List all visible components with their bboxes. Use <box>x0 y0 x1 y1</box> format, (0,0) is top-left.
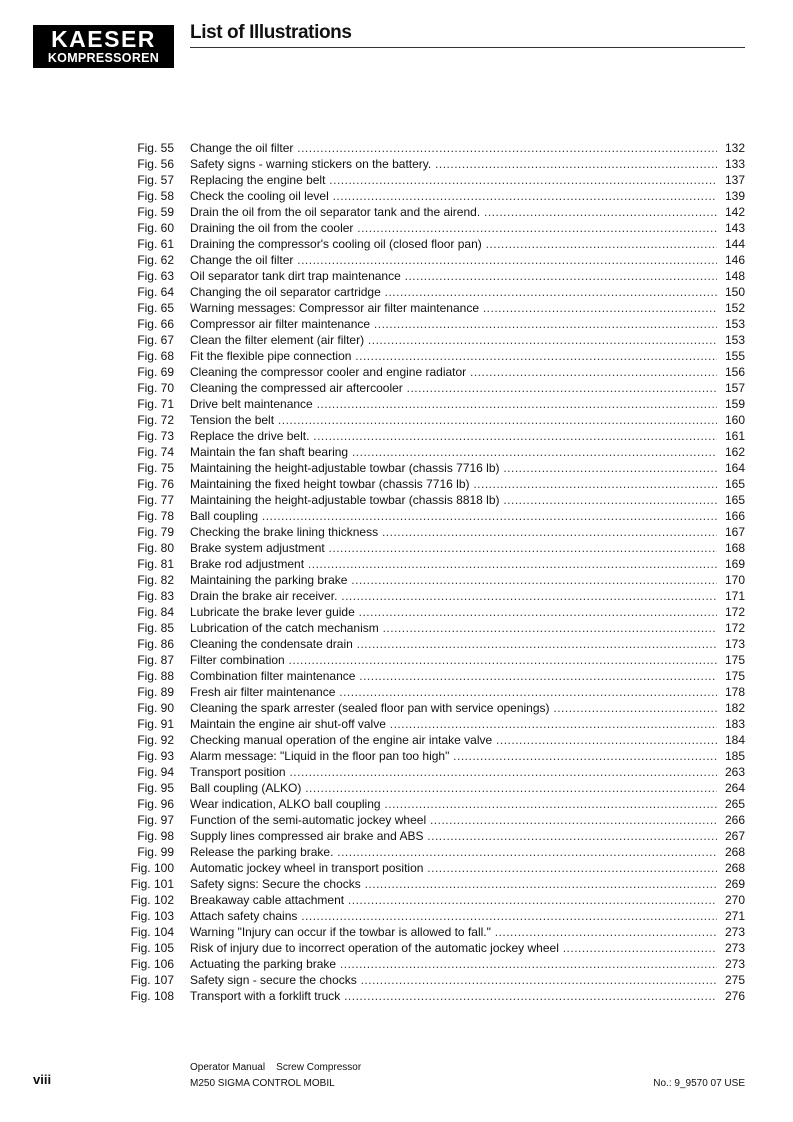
fig-number: Fig. 101 <box>130 877 174 891</box>
page-reference: 143 <box>724 221 745 235</box>
page-reference: 183 <box>724 717 745 731</box>
figure-title: Change the oil filter ..... <box>190 252 717 268</box>
page-reference: 276 <box>724 989 745 1003</box>
list-item[interactable] <box>0 812 793 828</box>
page-reference: 144 <box>724 237 745 251</box>
page-reference: 155 <box>724 349 745 363</box>
page-reference: 142 <box>724 205 745 219</box>
illustration-list <box>0 140 793 1004</box>
fig-number: Fig. 99 <box>137 845 174 859</box>
list-item[interactable] <box>0 268 793 284</box>
figure-title: Alarm message: "Liquid in the floor pan too high" ..... <box>190 748 717 764</box>
list-item[interactable] <box>0 668 793 684</box>
fig-number: Fig. 91 <box>137 717 174 731</box>
list-item[interactable] <box>0 732 793 748</box>
fig-number: Fig. 105 <box>130 941 174 955</box>
fig-number: Fig. 81 <box>137 557 174 571</box>
fig-number: Fig. 100 <box>130 861 174 875</box>
figure-title: Changing the oil separator cartridge ..... <box>190 284 717 300</box>
footer-page-number: viii <box>33 1072 52 1087</box>
page-reference: 271 <box>724 909 745 923</box>
page-reference: 178 <box>724 685 745 699</box>
list-item[interactable] <box>0 396 793 412</box>
fig-number: Fig. 88 <box>137 669 174 683</box>
page-reference: 184 <box>724 733 745 747</box>
fig-number: Fig. 98 <box>137 829 174 843</box>
figure-title: Drain the oil from the oil separator tank and the airend. ..... <box>190 204 717 220</box>
list-item[interactable] <box>0 220 793 236</box>
figure-title: Replacing the engine belt ..... <box>190 172 717 188</box>
list-item[interactable] <box>0 556 793 572</box>
page-reference: 264 <box>724 781 745 795</box>
page-reference: 267 <box>724 829 745 843</box>
page-reference: 132 <box>724 141 745 155</box>
list-item[interactable] <box>0 348 793 364</box>
page-reference: 263 <box>724 765 745 779</box>
figure-title: Clean the filter element (air filter) ..... <box>190 332 717 348</box>
figure-title: Change the oil filter ..... <box>190 140 717 156</box>
fig-number: Fig. 84 <box>137 605 174 619</box>
fig-number: Fig. 62 <box>137 253 174 267</box>
fig-number: Fig. 67 <box>137 333 174 347</box>
list-item[interactable] <box>0 156 793 172</box>
header-rule <box>190 47 745 48</box>
figure-title: Cleaning the spark arrester (sealed floor pan with service openings) ..... <box>190 700 717 716</box>
list-item[interactable] <box>0 860 793 876</box>
page-reference: 273 <box>724 925 745 939</box>
list-item[interactable] <box>0 604 793 620</box>
fig-number: Fig. 64 <box>137 285 174 299</box>
figure-title: Brake rod adjustment ..... <box>190 556 717 572</box>
list-item[interactable] <box>0 572 793 588</box>
page-reference: 157 <box>724 381 745 395</box>
figure-title: Wear indication, ALKO ball coupling ..... <box>190 796 717 812</box>
figure-title: Transport with a forklift truck ..... <box>190 988 717 1004</box>
figure-title: Maintaining the height-adjustable towbar (chassis 7716 lb) ..... <box>190 460 717 476</box>
list-item[interactable] <box>0 412 793 428</box>
fig-number: Fig. 76 <box>137 477 174 491</box>
page-reference: 171 <box>724 589 745 603</box>
page-reference: 160 <box>724 413 745 427</box>
fig-number: Fig. 80 <box>137 541 174 555</box>
list-item[interactable] <box>0 972 793 988</box>
list-item[interactable] <box>0 620 793 636</box>
page-reference: 165 <box>724 493 745 507</box>
fig-number: Fig. 85 <box>137 621 174 635</box>
list-item[interactable] <box>0 844 793 860</box>
page-reference: 133 <box>724 157 745 171</box>
list-item[interactable] <box>0 140 793 156</box>
footer-doc-number: No.: 9_9570 07 USE <box>653 1078 745 1089</box>
figure-title: Checking the brake lining thickness ..... <box>190 524 717 540</box>
figure-title: Warning "Injury can occur if the towbar is allowed to fall." ..... <box>190 924 717 940</box>
page-reference: 167 <box>724 525 745 539</box>
page-reference: 182 <box>724 701 745 715</box>
list-item[interactable] <box>0 540 793 556</box>
fig-number: Fig. 82 <box>137 573 174 587</box>
page-reference: 168 <box>724 541 745 555</box>
figure-title: Function of the semi-automatic jockey wheel ..... <box>190 812 717 828</box>
list-item[interactable] <box>0 652 793 668</box>
list-item[interactable] <box>0 940 793 956</box>
fig-number: Fig. 77 <box>137 493 174 507</box>
page-reference: 139 <box>724 189 745 203</box>
fig-number: Fig. 79 <box>137 525 174 539</box>
page-reference: 175 <box>724 669 745 683</box>
page-reference: 164 <box>724 461 745 475</box>
fig-number: Fig. 97 <box>137 813 174 827</box>
page-reference: 148 <box>724 269 745 283</box>
page-reference: 170 <box>724 573 745 587</box>
figure-title: Maintaining the height-adjustable towbar (chassis 8818 lb) ..... <box>190 492 717 508</box>
fig-number: Fig. 71 <box>137 397 174 411</box>
figure-title: Automatic jockey wheel in transport position ..... <box>190 860 717 876</box>
fig-number: Fig. 83 <box>137 589 174 603</box>
page-reference: 266 <box>724 813 745 827</box>
figure-title: Compressor air filter maintenance ..... <box>190 316 717 332</box>
list-item[interactable] <box>0 380 793 396</box>
list-item[interactable] <box>0 172 793 188</box>
page-reference: 268 <box>724 845 745 859</box>
page-reference: 185 <box>724 749 745 763</box>
figure-title: Maintaining the parking brake ..... <box>190 572 717 588</box>
page-reference: 172 <box>724 605 745 619</box>
figure-title: Filter combination ..... <box>190 652 717 668</box>
list-item[interactable] <box>0 364 793 380</box>
list-item[interactable] <box>0 476 793 492</box>
list-item[interactable] <box>0 716 793 732</box>
list-item[interactable] <box>0 444 793 460</box>
fig-number: Fig. 60 <box>137 221 174 235</box>
list-item[interactable] <box>0 764 793 780</box>
page-reference: 273 <box>724 941 745 955</box>
figure-title: Check the cooling oil level ..... <box>190 188 717 204</box>
figure-title: Drive belt maintenance ..... <box>190 396 717 412</box>
figure-title: Release the parking brake. ..... <box>190 844 717 860</box>
list-item[interactable] <box>0 828 793 844</box>
list-item[interactable] <box>0 956 793 972</box>
page-reference: 152 <box>724 301 745 315</box>
fig-number: Fig. 94 <box>137 765 174 779</box>
figure-title: Brake system adjustment ..... <box>190 540 717 556</box>
figure-title: Lubrication of the catch mechanism ..... <box>190 620 717 636</box>
fig-number: Fig. 87 <box>137 653 174 667</box>
page-reference: 268 <box>724 861 745 875</box>
fig-number: Fig. 56 <box>137 157 174 171</box>
page-reference: 153 <box>724 317 745 331</box>
figure-title: Draining the compressor's cooling oil (closed floor pan) ..... <box>190 236 717 252</box>
logo-wordmark: KAESER <box>51 26 156 52</box>
footer-product-type: Screw Compressor <box>276 1062 362 1073</box>
page-title: List of Illustrations <box>190 22 352 43</box>
fig-number: Fig. 58 <box>137 189 174 203</box>
figure-title: Attach safety chains ..... <box>190 908 717 924</box>
list-item[interactable] <box>0 300 793 316</box>
list-item[interactable] <box>0 748 793 764</box>
page-reference: 165 <box>724 477 745 491</box>
list-item[interactable] <box>0 796 793 812</box>
figure-title: Risk of injury due to incorrect operation of the automatic jockey wheel ..... <box>190 940 717 956</box>
list-item[interactable] <box>0 892 793 908</box>
page-reference: 169 <box>724 557 745 571</box>
fig-number: Fig. 59 <box>137 205 174 219</box>
figure-title: Ball coupling ..... <box>190 508 717 524</box>
fig-number: Fig. 92 <box>137 733 174 747</box>
figure-title: Drain the brake air receiver. ..... <box>190 588 717 604</box>
fig-number: Fig. 106 <box>130 957 174 971</box>
fig-number: Fig. 104 <box>130 925 174 939</box>
fig-number: Fig. 95 <box>137 781 174 795</box>
logo-subtitle: KOMPRESSOREN <box>47 51 160 65</box>
figure-title: Lubricate the brake lever guide ..... <box>190 604 717 620</box>
fig-number: Fig. 78 <box>137 509 174 523</box>
list-item[interactable] <box>0 204 793 220</box>
list-item[interactable] <box>0 252 793 268</box>
page-reference: 265 <box>724 797 745 811</box>
fig-number: Fig. 102 <box>130 893 174 907</box>
kaeser-logo <box>33 25 174 68</box>
list-item[interactable] <box>0 524 793 540</box>
list-item[interactable] <box>0 908 793 924</box>
figure-title: Warning messages: Compressor air filter maintenance ..... <box>190 300 717 316</box>
fig-number: Fig. 108 <box>130 989 174 1003</box>
figure-title: Cleaning the condensate drain ..... <box>190 636 717 652</box>
figure-title: Checking manual operation of the engine air intake valve ..... <box>190 732 717 748</box>
page-reference: 161 <box>724 429 745 443</box>
figure-title: Replace the drive belt. ..... <box>190 428 717 444</box>
figure-title: Fresh air filter maintenance ..... <box>190 684 717 700</box>
list-item[interactable] <box>0 460 793 476</box>
fig-number: Fig. 96 <box>137 797 174 811</box>
figure-title: Cleaning the compressor cooler and engine radiator ..... <box>190 364 717 380</box>
page-reference: 156 <box>724 365 745 379</box>
page-reference: 146 <box>724 253 745 267</box>
footer-model: M250 SIGMA CONTROL MOBIL <box>190 1078 335 1089</box>
page-reference: 137 <box>724 173 745 187</box>
list-item[interactable] <box>0 684 793 700</box>
fig-number: Fig. 93 <box>137 749 174 763</box>
figure-title: Supply lines compressed air brake and ABS ..... <box>190 828 717 844</box>
fig-number: Fig. 55 <box>137 141 174 155</box>
list-item[interactable] <box>0 332 793 348</box>
footer-manual-type: Operator Manual <box>190 1062 266 1073</box>
list-item[interactable] <box>0 700 793 716</box>
figure-title: Safety signs - warning stickers on the battery. ..... <box>190 156 717 172</box>
footer-manual-info <box>190 1062 361 1073</box>
figure-title: Oil separator tank dirt trap maintenance ..... <box>190 268 717 284</box>
figure-title: Tension the belt ..... <box>190 412 717 428</box>
fig-number: Fig. 68 <box>137 349 174 363</box>
fig-number: Fig. 73 <box>137 429 174 443</box>
figure-title: Actuating the parking brake ..... <box>190 956 717 972</box>
figure-title: Safety signs: Secure the chocks ..... <box>190 876 717 892</box>
page-reference: 162 <box>724 445 745 459</box>
figure-title: Cleaning the compressed air aftercooler ..... <box>190 380 717 396</box>
figure-title: Maintaining the fixed height towbar (chassis 7716 lb) ..... <box>190 476 717 492</box>
figure-title: Maintain the engine air shut-off valve ..... <box>190 716 717 732</box>
list-item[interactable] <box>0 876 793 892</box>
figure-title: Fit the flexible pipe connection ..... <box>190 348 717 364</box>
page-reference: 270 <box>724 893 745 907</box>
page-reference: 173 <box>724 637 745 651</box>
list-item[interactable] <box>0 988 793 1004</box>
page-reference: 175 <box>724 653 745 667</box>
list-item[interactable] <box>0 924 793 940</box>
figure-title: Transport position ..... <box>190 764 717 780</box>
fig-number: Fig. 63 <box>137 269 174 283</box>
list-item[interactable] <box>0 284 793 300</box>
fig-number: Fig. 89 <box>137 685 174 699</box>
list-item[interactable] <box>0 428 793 444</box>
page-reference: 150 <box>724 285 745 299</box>
list-item[interactable] <box>0 636 793 652</box>
fig-number: Fig. 86 <box>137 637 174 651</box>
page-reference: 166 <box>724 509 745 523</box>
fig-number: Fig. 65 <box>137 301 174 315</box>
list-item[interactable] <box>0 588 793 604</box>
page-reference: 275 <box>724 973 745 987</box>
page-reference: 159 <box>724 397 745 411</box>
fig-number: Fig. 103 <box>130 909 174 923</box>
list-item[interactable] <box>0 236 793 252</box>
list-item[interactable] <box>0 508 793 524</box>
page-reference: 273 <box>724 957 745 971</box>
figure-title: Maintain the fan shaft bearing ..... <box>190 444 717 460</box>
list-item[interactable] <box>0 316 793 332</box>
figure-title: Ball coupling (ALKO) ..... <box>190 780 717 796</box>
list-item[interactable] <box>0 188 793 204</box>
fig-number: Fig. 72 <box>137 413 174 427</box>
fig-number: Fig. 74 <box>137 445 174 459</box>
fig-number: Fig. 66 <box>137 317 174 331</box>
list-item[interactable] <box>0 492 793 508</box>
list-item[interactable] <box>0 780 793 796</box>
figure-title: Combination filter maintenance ..... <box>190 668 717 684</box>
fig-number: Fig. 57 <box>137 173 174 187</box>
fig-number: Fig. 70 <box>137 381 174 395</box>
fig-number: Fig. 107 <box>130 973 174 987</box>
figure-title: Draining the oil from the cooler ..... <box>190 220 717 236</box>
fig-number: Fig. 69 <box>137 365 174 379</box>
page-reference: 269 <box>724 877 745 891</box>
fig-number: Fig. 61 <box>137 237 174 251</box>
figure-title: Breakaway cable attachment ..... <box>190 892 717 908</box>
page-reference: 153 <box>724 333 745 347</box>
fig-number: Fig. 90 <box>137 701 174 715</box>
fig-number: Fig. 75 <box>137 461 174 475</box>
page-reference: 172 <box>724 621 745 635</box>
figure-title: Safety sign - secure the chocks ..... <box>190 972 717 988</box>
